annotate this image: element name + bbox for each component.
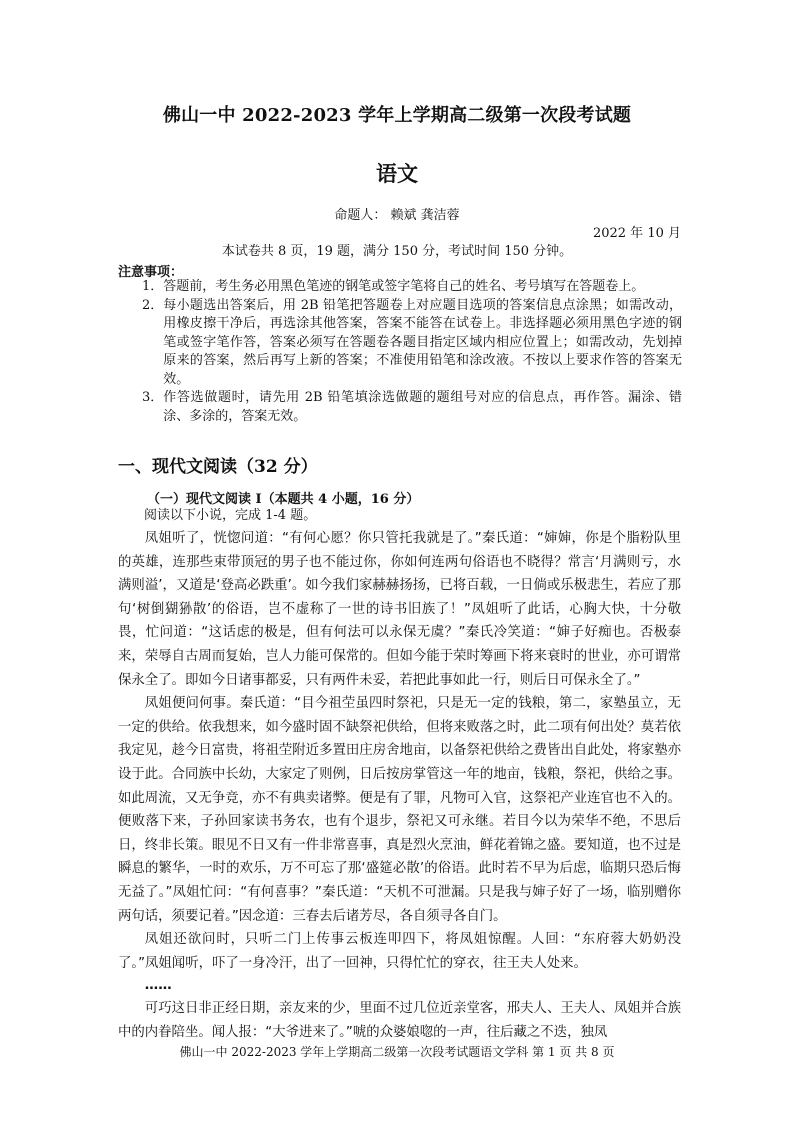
exam-info: 本试卷共 8 页，19 题，满分 150 分，考试时间 150 分钟。	[221, 244, 573, 259]
reading-passage	[118, 505, 681, 1044]
passage-paragraph: 可巧这日非正经日期，亲友来的少，里面不过几位近亲堂客，邢夫人、王夫人、凤姐并合族中的内眷陪坐。闻人报：“大爷进来了。”唬的众婆娘唿的一声，往后藏之不迭，独凤	[118, 1001, 681, 1040]
notice-item-text: 每小题选出答案后，用 2B 铅笔把答题卷上对应题目选项的答案信息点涂黑；如需改动，用橡皮擦干净后，再选涂其他答案，答案不能答在试卷上。非选择题必须用黑色字迹的钢笔或签字笔作答，答案必须写在答题卷各题目指定区域内相应位置上；如需改动，先划掉原来的答案，然后再写上新的答案；不准使用铅笔和涂改液。不按以上要求作答的答案无效。	[163, 297, 682, 387]
subject-title: 语文	[376, 161, 418, 186]
passage-ellipsis: ……	[144, 978, 172, 994]
notice-item-number: 2．	[142, 297, 164, 313]
section-heading: 一、现代文阅读（32 分）	[118, 457, 318, 477]
authors-line: 命题人： 赖斌 龚洁蓉	[334, 208, 460, 223]
notice-item	[142, 297, 682, 390]
reading-instruction: 阅读以下小说，完成 1-4 题。	[144, 508, 317, 523]
notice-list	[142, 278, 682, 426]
notice-item-number: 1．	[142, 279, 164, 294]
passage-paragraph: 凤姐听了，恍惚问道：“有何心愿？你只管托我就是了。”秦氏道：“婶婶，你是个脂粉队里的英雄，连那些束带顶冠的男子也不能过你，你如何连两句俗语也不晓得？常言‘月满则亏，水满则溢’，又道是‘登高必跌重’。如今我们家赫赫扬扬，已将百载，一日倘或乐极悲生，若应了那句‘树倒猢狲散’的俗语，岂不虚称了一世的诗书旧族了！”凤姐听了此话，心胸大快，十分敬畏，忙问道：“这话虑的极是，但有何法可以永保无虞？”秦氏冷笑道：“婶子好痴也。否极泰来，荣辱自古周而复始，岂人力能可保常的。但如今能于荣时筹画下将来衰时的世业，亦可谓常保永全了。即如今日诸事都妥，只有两件未妥，若把此事如此一行，则后日可保永全了。”	[118, 531, 681, 688]
notice-item-text: 答题前，考生务必用黑色笔迹的钢笔或签字笔将自己的姓名、考号填写在答题卷上。	[163, 279, 645, 294]
notice-item-text: 作答选做题时，请先用 2B 铅笔填涂选做题的题组号对应的信息点，再作答。漏涂、错涂、多涂的，答案无效。	[163, 390, 682, 424]
page-footer: 佛山一中 2022-2023 学年上学期高二级第一次段考试题语文学科 第 1 页 共 8 页	[179, 1045, 615, 1059]
notice-heading: 注意事项：	[118, 265, 184, 280]
exam-title: 佛山一中 2022-2023 学年上学期高二级第一次段考试题	[162, 105, 632, 126]
passage-paragraph: 凤姐还欲问时，只听二门上传事云板连叩四下，将凤姐惊醒。人回：“东府蓉大奶奶没了。”凤姐闻听，吓了一身冷汗，出了一回神，只得忙忙的穿衣，往王夫人处来。	[118, 932, 681, 971]
notice-item	[142, 389, 682, 426]
notice-item	[142, 278, 682, 297]
notice-item-number: 3．	[142, 390, 164, 405]
exam-date: 2022 年 10 月	[592, 226, 681, 241]
subsection-heading: （一）现代文阅读 I（本题共 4 小题，16 分）	[147, 492, 420, 507]
passage-paragraph: 凤姐便问何事。秦氏道：“目今祖茔虽四时祭祀，只是无一定的钱粮，第二，家塾虽立，无一定的供给。依我想来，如今盛时固不缺祭祀供给，但将来败落之时，此二项有何出处？莫若依我定见，趁今日富贵，将祖茔附近多置田庄房舍地亩，以备祭祀供给之费皆出自此处，将家塾亦设于此。合同族中长幼，大家定了则例，日后按房掌管这一年的地亩，钱粮，祭祀，供给之事。如此周流，又无争竞，亦不有典卖诸弊。便是有了罪，凡物可入官，这祭祀产业连官也不入的。便败落下来，子孙回家读书务农，也有个退步，祭祀又可永继。若目今以为荣华不绝，不思后日，终非长策。眼见不日又有一件非常喜事，真是烈火烹油，鲜花着锦之盛。要知道，也不过是瞬息的繁华，一时的欢乐，万不可忘了那‘盛筵必散’的俗语。此时若不早为后虑，临期只恐后悔无益了。”凤姐忙问：“有何喜事？”秦氏道：“天机不可泄漏。只是我与婶子好了一场，临别赠你两句话，须要记着。”因念道：三春去后诸芳尽，各自须寻各自门。	[118, 696, 681, 924]
